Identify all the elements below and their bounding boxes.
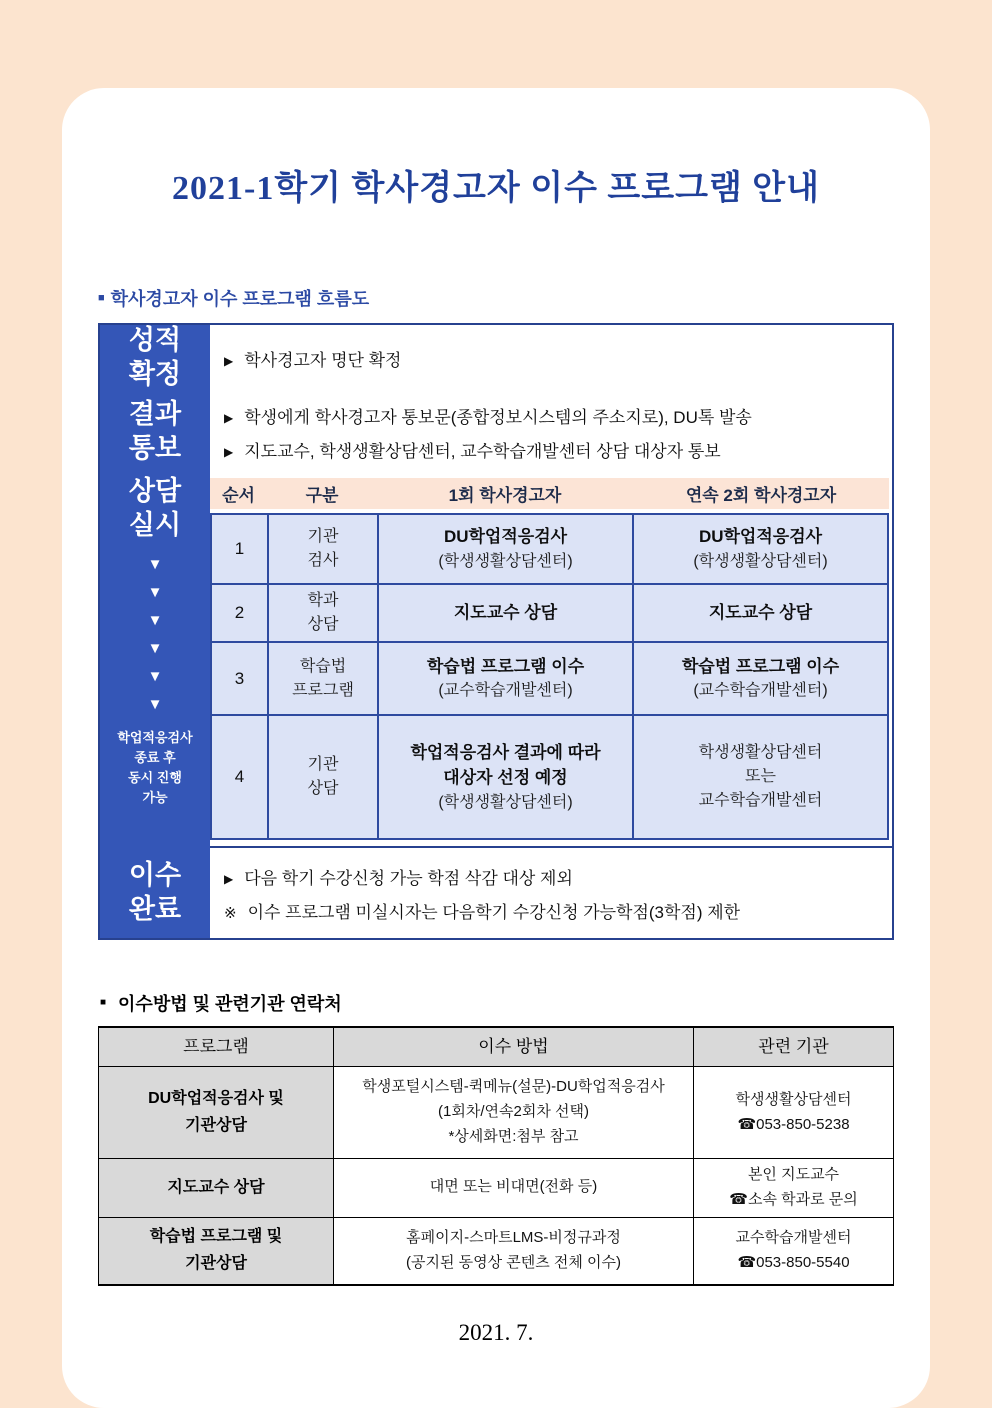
cell-line: *상세화면:첨부 참고 [448, 1127, 579, 1145]
flow-table [98, 323, 894, 940]
cell-line: 학습법 [299, 657, 347, 675]
schedule-header-cell: 1회 학사경고자 [448, 486, 562, 505]
flow-arrows [100, 557, 210, 712]
schedule-no-cell: 3 [211, 642, 268, 715]
cell-line: 학생생활상담센터 [735, 1090, 852, 1108]
square-bullet-icon: ■ [100, 997, 107, 1008]
schedule-second-warning-cell [633, 514, 888, 584]
phone-line [698, 1251, 889, 1276]
right-arrow-icon: ▶ [224, 353, 234, 368]
cell-line: (학생생활상담센터) [693, 552, 828, 570]
stage-grade [100, 325, 210, 391]
stage-counsel-label-1: 상담 [128, 476, 182, 506]
down-arrow-icon: ▼ [147, 583, 163, 601]
schedule-no-cell: 2 [211, 584, 268, 642]
contact-org-cell [694, 1159, 894, 1218]
flow-item [224, 346, 401, 371]
schedule-first-warning-cell [378, 584, 633, 642]
flow-item-text: 이수 프로그램 미실시자는 다음학기 수강신청 가능학점(3학점) 제한 [247, 902, 741, 922]
schedule-first-warning-cell [378, 514, 633, 584]
stage-counsel-label-2: 실시 [128, 509, 182, 540]
flow-item [224, 864, 892, 889]
contact-program-cell [99, 1217, 334, 1285]
cell-line: 본인 지도교수 [747, 1166, 840, 1183]
phone-icon: ☎ [737, 1115, 757, 1133]
contact-table [98, 1026, 894, 1286]
schedule-no-cell: 4 [211, 715, 268, 839]
stage-notify-label-1: 결과 [128, 399, 182, 430]
stage-complete-label-2: 완료 [128, 894, 182, 924]
flow-section-title: 학사경고자 이수 프로그램 흐름도 [110, 289, 370, 309]
schedule-cat-cell [268, 514, 378, 584]
schedule-row [211, 715, 888, 839]
contact-header-row [99, 1027, 894, 1067]
cell-line: (교수학습개발센터) [693, 682, 828, 700]
right-arrow-icon: ▶ [224, 410, 234, 425]
schedule-cat-cell [268, 715, 378, 839]
cell-line: 기관 [307, 756, 339, 773]
contact-method-cell [334, 1067, 694, 1159]
cell-line: 학생생활상담센터 [698, 744, 823, 761]
stage-complete-label-1: 이수 [128, 860, 182, 891]
right-arrow-icon: ▶ [224, 871, 234, 886]
schedule-second-warning-cell [633, 715, 888, 839]
cell-line: 학습법 프로그램 이수 [426, 656, 585, 676]
cell-line: 학습법 프로그램 이수 [681, 656, 840, 676]
cell-line: 상담 [307, 616, 339, 633]
cell-line: DU학업적응검사 및 [148, 1090, 284, 1108]
down-arrow-icon: ▼ [147, 695, 163, 713]
schedule-header-cell: 순서 [222, 486, 255, 505]
contact-row [99, 1217, 894, 1285]
flow-item-text: 학생에게 학사경고자 통보문(종합정보시스템의 주소지로), DU톡 발송 [244, 407, 752, 427]
cell-line: 학업적응검사 결과에 따라 [410, 742, 601, 762]
cell-line: DU학업적응검사 [698, 527, 823, 547]
schedule-row [211, 584, 888, 642]
contact-program-cell [99, 1067, 334, 1159]
reference-mark-icon: ※ [224, 904, 237, 922]
down-arrow-icon: ▼ [147, 667, 163, 685]
flow-item [224, 437, 892, 462]
notice-card [62, 88, 930, 1408]
flow-item-text: 지도교수, 학생생활상담센터, 교수학습개발센터 상담 대상자 통보 [244, 441, 721, 461]
phone-line [698, 1113, 889, 1138]
flow-content-column [210, 325, 892, 938]
contact-org-cell [694, 1217, 894, 1285]
document-date: 2021. 7. [458, 1320, 534, 1345]
down-arrow-icon: ▼ [147, 639, 163, 657]
schedule-cat-cell [268, 584, 378, 642]
down-arrow-icon: ▼ [147, 611, 163, 629]
schedule-header-cell: 연속 2회 학사경고자 [685, 486, 837, 505]
flow-content-notify [210, 391, 892, 473]
cell-line: 홈페이지-스마트LMS-비정규과정 [406, 1229, 621, 1246]
cell-line: 상담 [307, 780, 339, 797]
contact-header-cell: 이수 방법 [334, 1027, 694, 1067]
flow-section-heading [98, 285, 894, 311]
contact-program-cell [99, 1159, 334, 1218]
flow-stage-column [100, 325, 210, 938]
contact-method-cell [334, 1159, 694, 1218]
phone-number: 053-850-5238 [756, 1115, 850, 1133]
phone-note: 소속 학과로 문의 [747, 1190, 858, 1208]
down-arrow-icon: ▼ [147, 555, 163, 573]
cell-line: 지도교수 상담 [167, 1178, 265, 1196]
schedule-cat-cell [268, 642, 378, 715]
contact-org-cell [694, 1067, 894, 1159]
stage-grade-label-1: 성적 [128, 325, 182, 356]
stage-counsel-note [100, 728, 210, 809]
cell-line: (1회차/연속2회차 선택) [438, 1103, 589, 1121]
stage-note-line: 가능 [142, 789, 168, 805]
stage-notify-label-2: 통보 [128, 433, 182, 463]
cell-line: (학생생활상담센터) [438, 793, 573, 811]
cell-line: 지도교수 상담 [708, 603, 813, 623]
schedule-row [211, 642, 888, 715]
square-bullet-icon: ■ [98, 291, 105, 304]
schedule-header-cell: 구분 [305, 486, 339, 505]
schedule-first-warning-cell [378, 642, 633, 715]
contact-header-cell: 관련 기관 [694, 1027, 894, 1067]
stage-note-line: 종료 후 [134, 749, 176, 765]
right-arrow-icon: ▶ [224, 444, 234, 459]
flow-item [224, 403, 892, 428]
phone-line [698, 1188, 889, 1213]
flow-content-complete [210, 846, 892, 938]
cell-line: 검사 [307, 552, 339, 569]
cell-line: (학생생활상담센터) [438, 552, 573, 570]
schedule-first-warning-cell [378, 715, 633, 839]
stage-note-line: 학업적응검사 [117, 729, 193, 745]
stage-complete [100, 848, 210, 938]
schedule-header-row [210, 478, 889, 509]
phone-number: 053-850-5540 [756, 1253, 850, 1271]
cell-line: (교수학습개발센터) [438, 682, 573, 700]
stage-counsel [100, 473, 210, 848]
page-title: 2021-1학기 학사경고자 이수 프로그램 안내 [172, 170, 820, 207]
stage-note-line: 동시 진행 [128, 769, 182, 785]
cell-line: 교수학습개발센터 [698, 792, 823, 809]
cell-line: 교수학습개발센터 [735, 1229, 852, 1246]
cell-line: 프로그램 [292, 681, 354, 699]
schedule-second-warning-cell [633, 584, 888, 642]
contact-header-cell: 프로그램 [99, 1027, 334, 1067]
contact-section-title: 이수방법 및 관련기관 연락처 [118, 994, 342, 1014]
cell-line: 지도교수 상담 [453, 603, 558, 623]
stage-notify [100, 391, 210, 473]
cell-line: 학습법 프로그램 및 [149, 1228, 283, 1246]
cell-line: (공지된 동영상 콘텐츠 전체 이수) [405, 1253, 622, 1271]
cell-line: 학생포털시스템-퀵메뉴(설문)-DU학업적응검사 [362, 1078, 665, 1096]
cell-line: 기관상담 [185, 1116, 247, 1134]
flow-item-text: 학사경고자 명단 확정 [244, 350, 402, 370]
cell-line: 기관상담 [185, 1254, 247, 1272]
schedule-table [210, 513, 889, 840]
cell-line: 기관 [307, 528, 339, 545]
schedule-row [211, 514, 888, 584]
schedule-second-warning-cell [633, 642, 888, 715]
contact-section-heading [100, 990, 894, 1016]
flow-item-text: 다음 학기 수강신청 가능 학점 삭감 대상 제외 [244, 868, 573, 888]
flow-content-grade [210, 325, 892, 391]
flow-content-counsel [210, 473, 892, 846]
schedule-no-cell: 1 [211, 514, 268, 584]
cell-line: 대면 또는 비대면(전화 등) [429, 1178, 598, 1196]
contact-method-cell [334, 1217, 694, 1285]
flow-item [224, 898, 892, 923]
stage-grade-label-2: 확정 [128, 359, 182, 389]
phone-icon: ☎ [729, 1190, 748, 1208]
cell-line: 또는 [745, 768, 776, 785]
cell-line: 학과 [307, 592, 339, 609]
contact-row [99, 1067, 894, 1159]
contact-row [99, 1159, 894, 1218]
cell-line: 대상자 선정 예정 [443, 768, 568, 787]
phone-icon: ☎ [737, 1253, 757, 1271]
cell-line: DU학업적응검사 [443, 527, 568, 547]
